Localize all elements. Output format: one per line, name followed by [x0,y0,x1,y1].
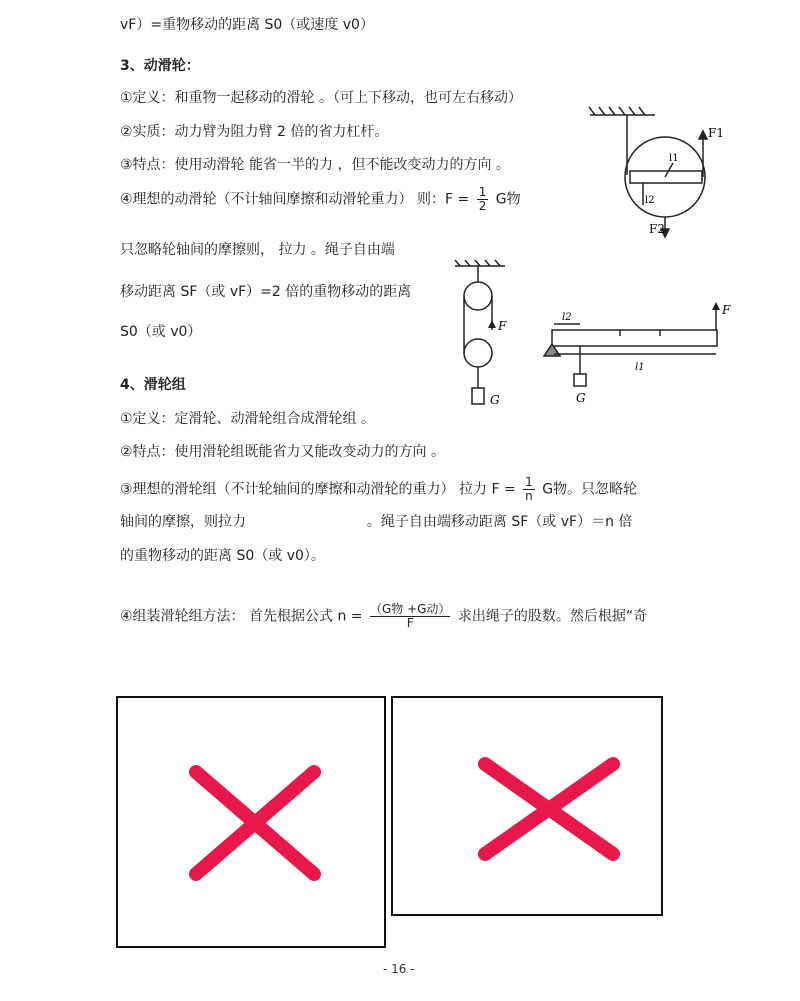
fraction-one-over-n [523,476,535,503]
section-heading-3: 3、动滑轮： [120,58,200,74]
text-ideal-pulley-set [120,476,637,503]
fraction-denominator: 2 [478,199,487,213]
broken-image-right [391,696,663,916]
section-heading-4: 4、滑轮组 [120,377,186,393]
label-f1: F1 [708,126,724,140]
fraction-denominator: n [525,489,533,503]
text-object-distance: 的重物移动的距离 S0（或 v0）。 [120,548,325,564]
label-lever-l1: l1 [635,362,645,373]
label-weight-g: G [490,393,500,407]
text-axle-friction [120,512,632,532]
text-s0: S0（或 v0） [120,324,202,340]
label-lever-l2: l2 [562,312,572,323]
text-friction-only: 只忽略轮轴间的摩擦则， 拉力 。绳子自由端 [120,242,395,258]
text-assembly-method [120,603,647,630]
fraction-numerator: （G物 +G动） [369,602,451,616]
label-force-f: F [498,319,507,333]
fraction-half [477,186,489,213]
axle-friction-b: 。绳子自由端移动距离 SF（或 vF）＝n 倍 [366,514,633,530]
assembly-suffix: 求出绳子的股数。然后根据“奇 [457,608,648,625]
pulley-system-diagram [450,258,530,410]
cross-icon [118,698,384,946]
broken-image-left [116,696,386,948]
text-ideal-pulley [120,186,521,213]
axle-friction-a: 轴间的摩擦，则拉力 [120,514,246,530]
assembly-prefix: ④组装滑轮组方法： 首先根据公式 n = [120,608,363,625]
text-line-top: vF）=重物移动的距离 S0（或速度 v0） [120,17,374,33]
cross-icon [393,698,661,914]
ideal-pulley-suffix: G物 [495,191,521,208]
ideal-pulley-prefix: ④理想的动滑轮（不计轴间摩擦和动滑轮重力） 则：F = [120,191,470,208]
ideal-set-suffix: G物。只忽略轮 [542,481,638,498]
fraction-numerator: 1 [525,475,533,489]
page-number: - 16 - [383,962,415,976]
fraction-numerator: 1 [478,185,487,199]
label-l1: l1 [669,153,679,164]
ideal-set-prefix: ③理想的滑轮组（不计轮轴间的摩擦和动滑轮的重力） 拉力 F = [120,481,516,498]
label-l2: l2 [645,195,655,206]
text-definition-2: ①定义：定滑轮、动滑轮组合成滑轮组 。 [120,411,375,427]
label-lever-f: F [722,303,731,317]
label-lever-g: G [576,391,586,405]
lever-diagram [540,298,735,408]
text-essence-1: ②实质：动力臂为阻力臂 2 倍的省力杠杆。 [120,124,389,140]
label-f2: F2 [649,222,665,236]
text-definition-1: ①定义：和重物一起移动的滑轮 。（可上下移动，也可左右移动） [120,90,522,106]
movable-pulley-lever-diagram [585,105,725,240]
text-feature-1: ③特点：使用动滑轮 能省一半的力 ，但不能改变动力的方向 。 [120,157,510,173]
fraction-formula [370,603,450,630]
text-move-distance: 移动距离 SF（或 vF）=2 倍的重物移动的距离 [120,284,412,300]
fraction-denominator: F [370,616,450,630]
text-feature-2: ②特点：使用滑轮组既能省力又能改变动力的方向 。 [120,444,445,460]
